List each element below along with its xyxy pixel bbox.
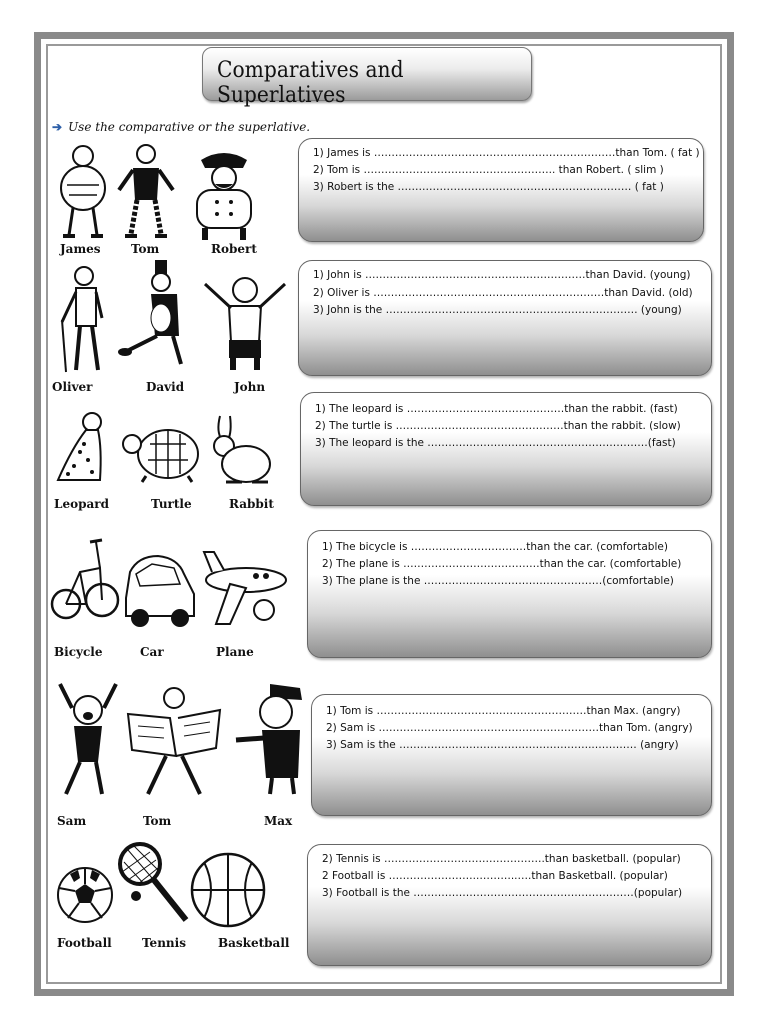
david-illustration [117, 258, 195, 380]
caption-john: John [234, 380, 266, 394]
caption-james: James [60, 242, 101, 256]
sentence-3-3: 3) The leopard is the ………………………………………………………(fast) [315, 437, 676, 449]
exercise-box-6 [307, 844, 712, 966]
caption-tom: Tom [131, 242, 160, 256]
caption-football: Football [57, 936, 112, 950]
turtle-illustration [120, 420, 202, 488]
caption-car: Car [140, 645, 164, 659]
caption-robert: Robert [211, 242, 257, 256]
car-illustration [118, 546, 200, 636]
exercise-box-3 [300, 392, 712, 506]
exercise-box-1 [298, 138, 704, 242]
rabbit-illustration [206, 412, 274, 492]
james-illustration [55, 140, 115, 246]
sentence-4-2: 2) The plane is …………………………………than the car. (comfortable) [322, 558, 682, 570]
caption-max: Max [264, 814, 293, 828]
caption-plane: Plane [216, 645, 254, 659]
john-illustration [199, 272, 291, 376]
instruction-text: Use the comparative or the superlative. [68, 120, 311, 134]
sentence-5-1: 1) Tom is ……………………………………………………than Max. (angry) [326, 705, 681, 717]
leopard-illustration [52, 408, 112, 492]
exercise-box-2 [298, 260, 712, 376]
robert-illustration [183, 146, 265, 246]
caption-leopard: Leopard [54, 497, 109, 511]
caption-bicycle: Bicycle [54, 645, 103, 659]
sentence-1-3: 3) Robert is the ……………………………..…………………..……… ( fat ) [313, 181, 664, 193]
sentence-4-1: 1) The bicycle is ……………………………than the car. (comfortable) [322, 541, 668, 553]
sentence-1-1: 1) James is ……………………………………………………………than Tom. ( fat ) [313, 147, 700, 159]
caption-sam: Sam [57, 814, 87, 828]
sentence-6-2: 2 Football is ……………………..………..….than Basketball. (popular) [322, 870, 668, 882]
bicycle-illustration [50, 528, 120, 638]
oliver-illustration [52, 262, 114, 380]
sentence-2-2: 2) Oliver is …………………………………………………………than David. (old) [313, 287, 693, 299]
exercise-box-4 [307, 530, 712, 658]
sentence-2-1: 1) John is ………………………………………………………than David. (young) [313, 269, 691, 281]
sentence-3-1: 1) The leopard is ………………………………………than the rabbit. (fast) [315, 403, 678, 415]
caption-rabbit: Rabbit [229, 497, 274, 511]
tom-illustration [115, 140, 177, 246]
sentence-3-2: 2) The turtle is …………………………………………than the rabbit. (slow) [315, 420, 681, 432]
caption-basketball: Basketball [218, 936, 290, 950]
sam-illustration [52, 680, 124, 806]
caption-oliver: Oliver [52, 380, 93, 394]
max-illustration [230, 678, 306, 802]
tennis-racket-illustration [114, 840, 190, 928]
sentence-2-3: 3) John is the ……………………………………………………………… (young) [313, 304, 682, 316]
sentence-1-2: 2) Tom is ……………………………………..……….. than Robert. ( slim ) [313, 164, 664, 176]
caption-tom-angry: Tom [143, 814, 172, 828]
sentence-5-3: 3) Sam is the ………………………………………………..………… (angry) [326, 739, 679, 751]
exercise-box-5 [311, 694, 712, 816]
football-illustration [56, 866, 114, 928]
sentence-5-2: 2) Sam is ………………………………………………………than Tom. (angry) [326, 722, 693, 734]
arrow-icon: ➔ [52, 120, 63, 134]
sentence-4-3: 3) The plane is the ……………………………………………(comfortable) [322, 575, 674, 587]
basketball-illustration [190, 852, 266, 932]
page-title: Comparatives and Superlatives [217, 58, 404, 108]
caption-david: David [146, 380, 185, 394]
title-banner [202, 47, 532, 108]
sentence-6-1: 2) Tennis is ……………………………………….than basketball. (popular) [322, 853, 681, 865]
tom-reading-illustration [124, 684, 224, 804]
instruction [52, 120, 310, 134]
plane-illustration [200, 538, 296, 638]
caption-turtle: Turtle [151, 497, 192, 511]
caption-tennis: Tennis [142, 936, 186, 950]
sentence-6-3: 3) Football is the ………………………………………………………(popular) [322, 887, 683, 899]
